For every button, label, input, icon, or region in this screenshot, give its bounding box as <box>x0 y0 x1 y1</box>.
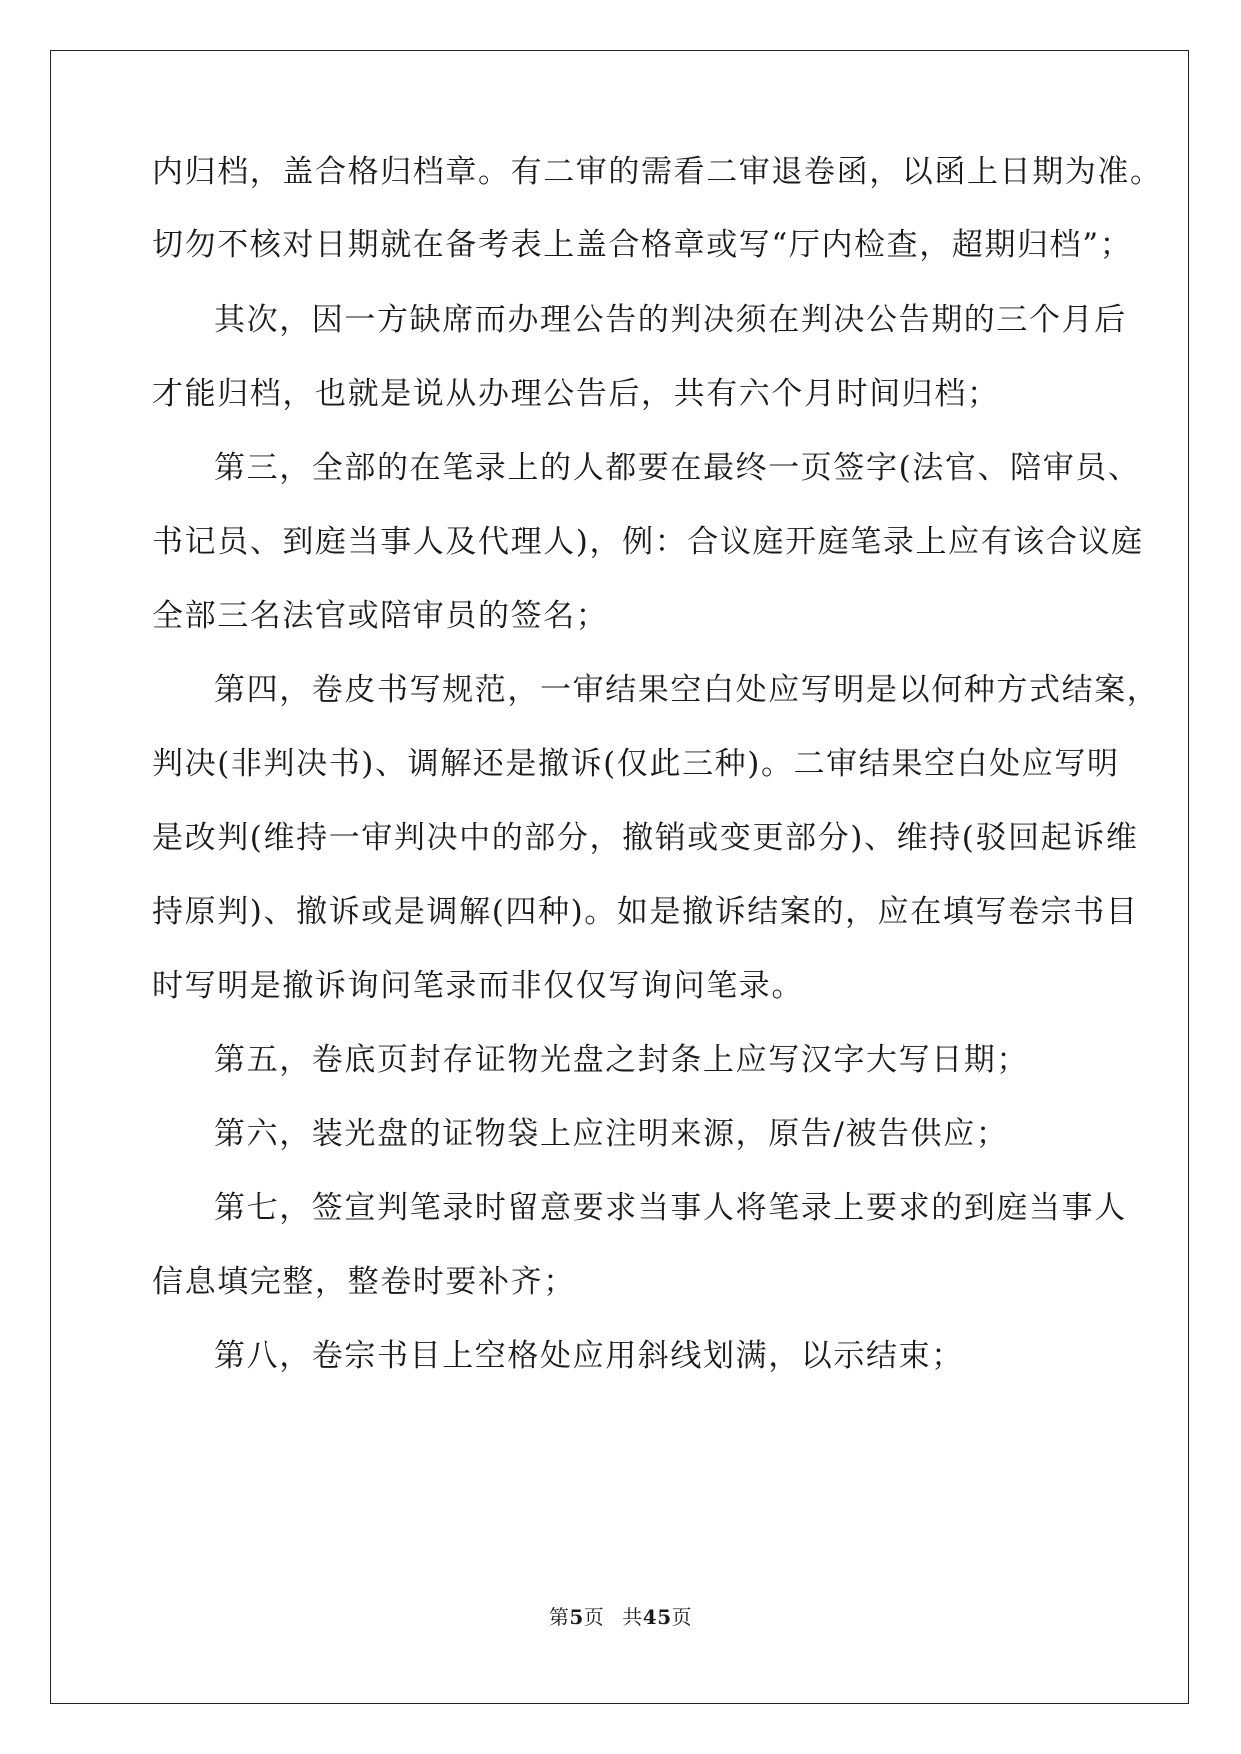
text-line: 信息填完整，整卷时要补齐； <box>152 1264 576 1300</box>
paragraph-start-line: 第七，签宣判笔录时留意要求当事人将笔录上要求的到庭当事人 <box>214 1190 1127 1226</box>
text-line: 全部三名法官或陪审员的签名； <box>152 598 609 634</box>
page-suffix: 页 <box>583 1605 605 1629</box>
text-line: 判决(非判决书)、调解还是撤诉(仅此三种)。二审结果空白处应写明 <box>152 746 1120 782</box>
text-line: 时写明是撤诉询问笔录而非仅仅写询问笔录。 <box>152 968 804 1004</box>
paragraph-start-line: 第三，全部的在笔录上的人都要在最终一页签字(法官、陪审员、 <box>214 450 1141 486</box>
page-footer <box>0 1605 1241 1629</box>
text-line: 持原判)、撤诉或是调解(四种)。如是撤诉结案的，应在填写卷宗书目 <box>152 894 1139 930</box>
paragraph-start-line: 其次，因一方缺席而办理公告的判决须在判决公告期的三个月后 <box>214 302 1127 338</box>
paragraph-start-line: 第八，卷宗书目上空格处应用斜线划满，以示结束； <box>214 1338 964 1374</box>
total-prefix: 共 <box>622 1605 643 1629</box>
page-border <box>50 50 1189 1704</box>
total-suffix: 页 <box>671 1605 693 1629</box>
text-line: 内归档，盖合格归档章。有二审的需看二审退卷函，以函上日期为准。 <box>152 154 1163 190</box>
paragraph-start-line: 第四，卷皮书写规范，一审结果空白处应写明是以何种方式结案， <box>214 672 1160 708</box>
paragraph-start-line: 第五，卷底页封存证物光盘之封条上应写汉字大写日期； <box>214 1042 1029 1078</box>
total-pages: 45 <box>642 1605 672 1629</box>
page-prefix: 第 <box>548 1605 570 1629</box>
page-number: 5 <box>569 1605 584 1629</box>
paragraph-start-line: 第六，装光盘的证物袋上应注明来源，原告/被告供应； <box>214 1116 1009 1152</box>
text-line: 是改判(维持一审判决中的部分，撤销或变更部分)、维持(驳回起诉维 <box>152 820 1139 856</box>
text-line: 切勿不核对日期就在备考表上盖合格章或写“厅内检查，超期归档”； <box>152 227 1133 263</box>
text-line: 才能归档，也就是说从办理公告后，共有六个月时间归档； <box>152 376 1000 412</box>
text-line: 书记员、到庭当事人及代理人)，例：合议庭开庭笔录上应有该合议庭 <box>152 524 1144 560</box>
